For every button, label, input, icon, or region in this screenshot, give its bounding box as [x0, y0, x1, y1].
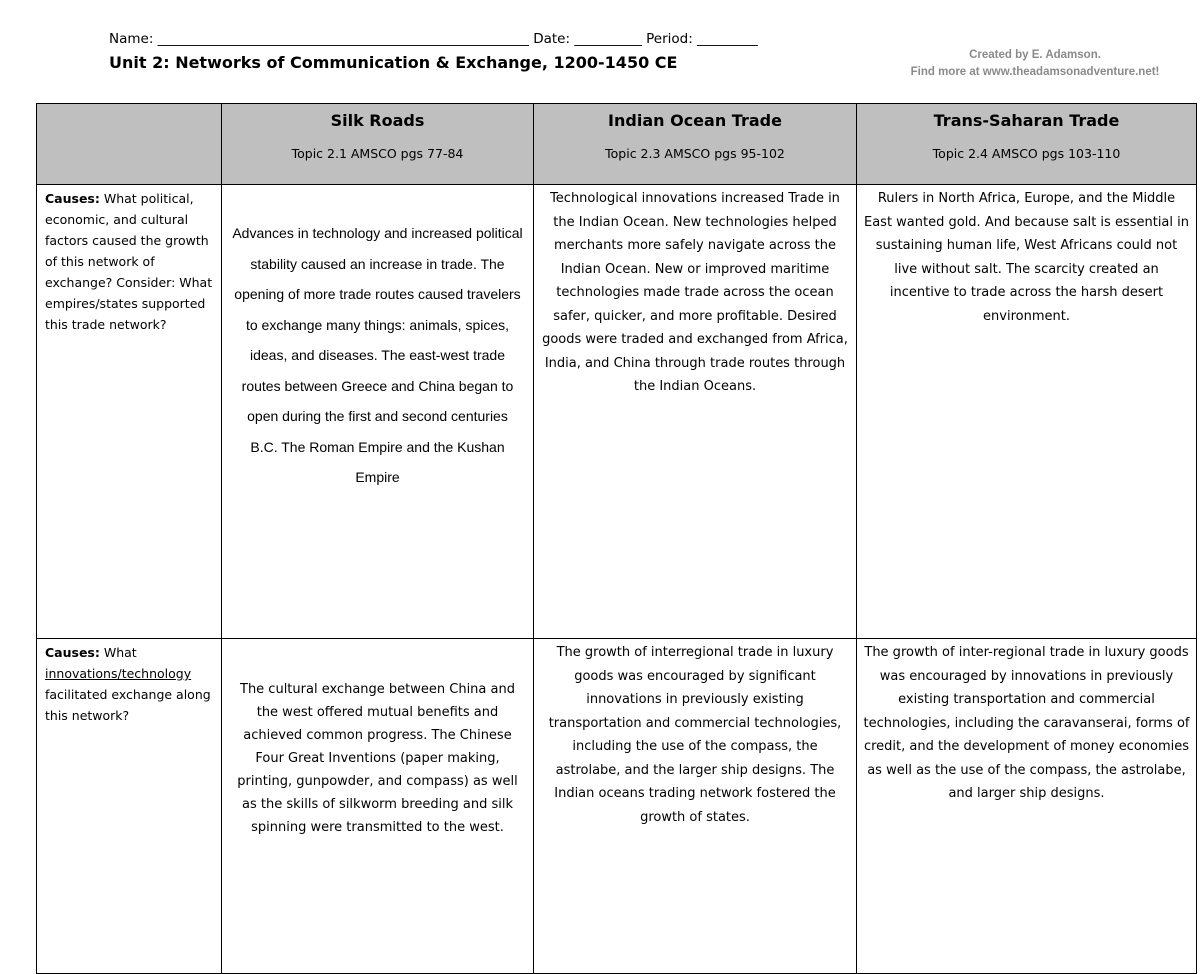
- question-text-underlined: innovations/technology: [45, 666, 192, 681]
- worksheet-title: Unit 2: Networks of Communication & Exchange, 1200-1450 CE: [109, 53, 678, 72]
- question-text-pre: What: [99, 645, 137, 660]
- column-title: Trans-Saharan Trade: [933, 111, 1120, 130]
- question-label: Causes:: [45, 191, 100, 206]
- column-topic: Topic 2.4 AMSCO pgs 103-110: [932, 146, 1121, 161]
- column-topic: Topic 2.1 AMSCO pgs 77-84: [291, 146, 464, 161]
- table-header-row: [37, 104, 1197, 185]
- answer-cell-indian-ocean: Technological innovations increased Trade in the Indian Ocean. New technologies helped merchants more safely navigate across the Indian Ocean. New or improved maritime technologies made trade across the ocean safer, quicker, and more profitable. Desired goods were traded and exchanged from Africa, India, and China through trade routes through the Indian Oceans.: [534, 185, 857, 639]
- column-topic: Topic 2.3 AMSCO pgs 95-102: [605, 146, 785, 161]
- answer-cell-silk-roads: The cultural exchange between China and the west offered mutual benefits and achieved common progress. The Chinese Four Great Inventions (paper making, printing, gunpowder, and compass) as well as the skills of silkworm breeding and silk spinning were transmitted to the west.: [222, 639, 534, 974]
- name-date-period-line: Name: _______________________________________________________ Date: __________ Period: _________: [109, 31, 758, 47]
- column-title: Indian Ocean Trade: [608, 111, 782, 130]
- answer-cell-silk-roads: Advances in technology and increased political stability caused an increase in trade. The opening of more trade routes caused travelers to exchange many things: animals, spices, ideas, and diseases. The east-west trade routes between Greece and China began to open during the first and second centuries B.C. The Roman Empire and the Kushan Empire: [222, 185, 534, 639]
- column-header-silk-roads: [222, 104, 534, 185]
- column-title: Silk Roads: [330, 111, 425, 130]
- column-header-indian-ocean: [534, 104, 857, 185]
- question-cell: [37, 185, 222, 639]
- creator-credit: [880, 47, 1190, 81]
- column-header-trans-saharan: [857, 104, 1197, 185]
- table-row: [37, 639, 1197, 974]
- question-text: What political, economic, and cultural factors caused the growth of this network of exchange? Consider: What empires/states supported this trade network?: [45, 191, 213, 332]
- question-cell: [37, 639, 222, 974]
- table-row: [37, 185, 1197, 639]
- answer-cell-trans-saharan: The growth of inter-regional trade in luxury goods was encouraged by innovations in previously existing transportation and commercial technologies, including the caravanserai, forms of credit, and the development of money economies as well as the use of the compass, the astrolabe, and larger ship designs.: [857, 639, 1197, 974]
- header-corner-cell: [37, 104, 222, 185]
- answer-cell-indian-ocean: The growth of interregional trade in luxury goods was encouraged by significant innovations in previously existing transportation and commercial technologies, including the use of the compass, the astrolabe, and the larger ship designs. The Indian oceans trading network fostered the growth of states.: [534, 639, 857, 974]
- trade-networks-table: [36, 103, 1197, 974]
- answer-cell-trans-saharan: Rulers in North Africa, Europe, and the Middle East wanted gold. And because salt is essential in sustaining human life, West Africans could not live without salt. The scarcity created an incentive to trade across the harsh desert environment.: [857, 185, 1197, 639]
- question-label: Causes:: [45, 645, 100, 660]
- credit-line-author: Created by E. Adamson.: [969, 49, 1101, 61]
- credit-line-website: Find more at www.theadamsonadventure.net!: [910, 66, 1160, 78]
- question-text-post: facilitated exchange along this network?: [45, 687, 211, 723]
